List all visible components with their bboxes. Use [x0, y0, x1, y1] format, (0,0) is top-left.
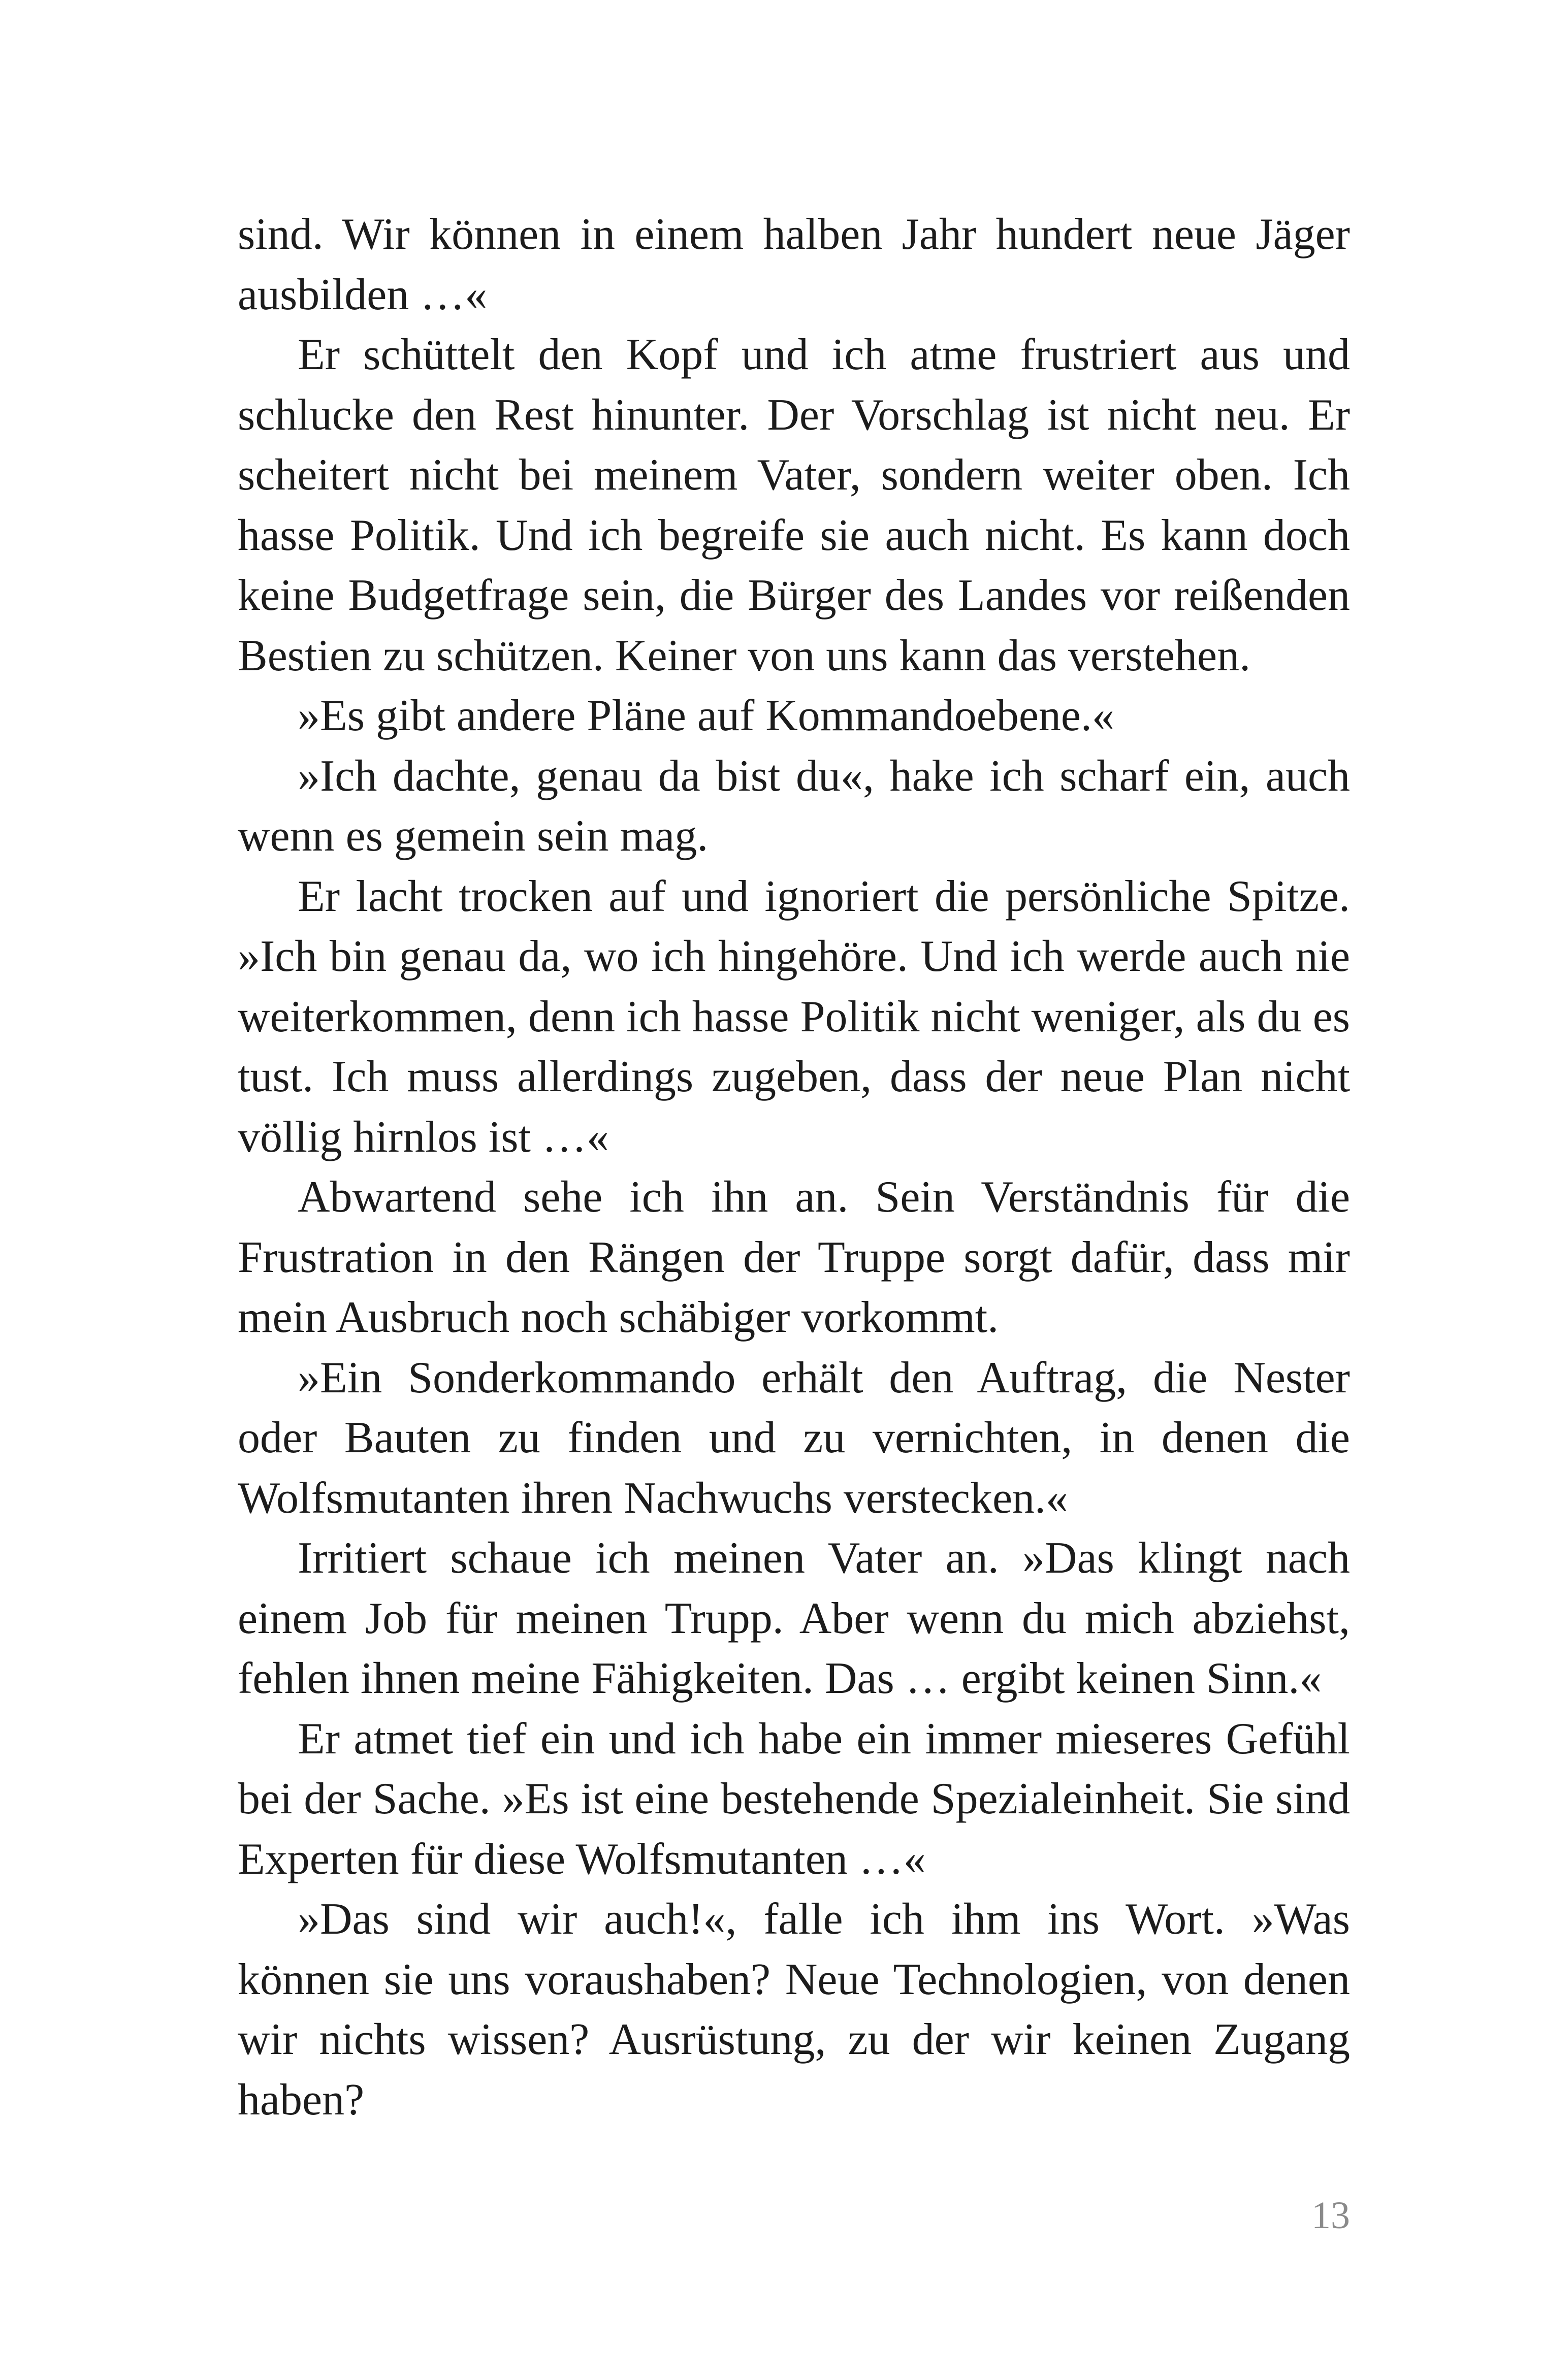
paragraph: »Ein Sonderkommando erhält den Auftrag, die Nester oder Bauten zu finden und zu vernichten, in denen die Wolfsmutanten ihren Nachwuchs verstecken.« — [238, 1353, 1350, 1523]
paragraph: Er atmet tief ein und ich habe ein immer mieseres Gefühl bei der Sache. »Es ist eine bestehende Spezialeinheit. Sie sind Experten für diese Wolfsmutanten …« — [238, 1714, 1350, 1884]
paragraph: Abwartend sehe ich ihn an. Sein Verständnis für die Frustration in den Rängen der Truppe sorgt dafür, dass mir mein Ausbruch noch schäbiger vorkommt. — [238, 1172, 1350, 1342]
paragraph: »Das sind wir auch!«, falle ich ihm ins Wort. »Was können sie uns voraushaben? Neue Technologien, von denen wir nichts wissen? Ausrüstung, zu der wir keinen Zugang haben? — [238, 1895, 1350, 2125]
paragraph: Er schüttelt den Kopf und ich atme frustriert aus und schlucke den Rest hinunter. Der Vorschlag ist nicht neu. Er scheitert nicht bei meinem Vater, sondern weiter oben. Ich hasse Politik. Und ich begreife sie auch nicht. Es kann doch keine Budgetfrage sein, die Bürger des Landes vor reißenden Bestien zu schützen. Keiner von uns kann das verstehen. — [238, 330, 1350, 680]
paragraph: Er lacht trocken auf und ignoriert die persönliche Spitze. »Ich bin genau da, wo ich hingehöre. Und ich werde auch nie weiterkommen, denn ich hasse Politik nicht weniger, als du es tust. Ich muss allerdings zugeben, dass der neue Plan nicht völlig hirnlos ist …« — [238, 871, 1350, 1162]
paragraph: »Es gibt andere Pläne auf Kommandoebene.« — [298, 691, 1114, 740]
paragraph: Irritiert schaue ich meinen Vater an. »Das klingt nach einem Job für meinen Trupp. Aber wenn du mich abziehst, fehlen ihnen meine Fähigkeiten. Das … ergibt keinen Sinn.« — [238, 1534, 1350, 1703]
paragraph: sind. Wir können in einem halben Jahr hundert neue Jäger ausbilden …« — [238, 210, 1350, 319]
body-text — [238, 205, 1350, 2130]
page-number: 13 — [1311, 2194, 1350, 2237]
paragraph: »Ich dachte, genau da bist du«, hake ich scharf ein, auch wenn es gemein sein mag. — [238, 751, 1350, 861]
